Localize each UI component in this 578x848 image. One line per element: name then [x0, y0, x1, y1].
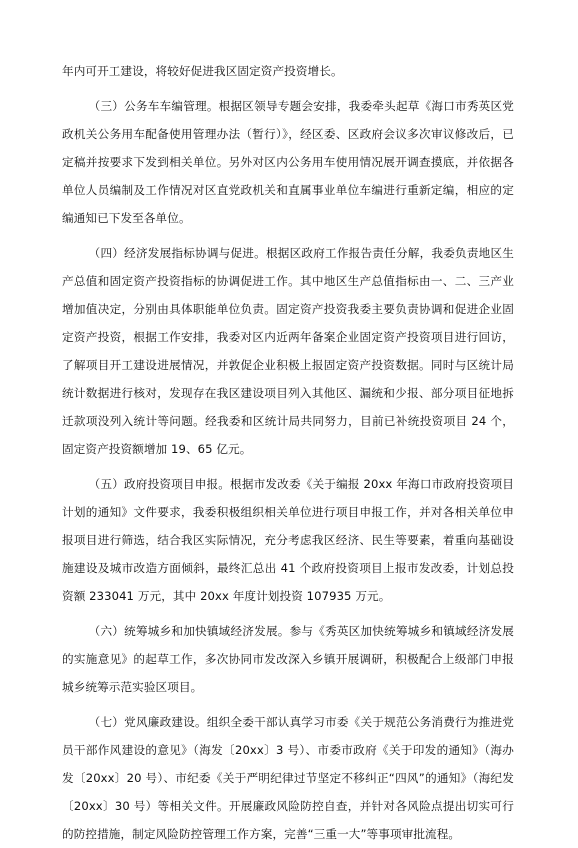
paragraph-continuation: 年内可开工建设，将较好促进我区固定资产投资增长。 [62, 64, 343, 78]
paragraph-urban-rural: （六）统筹城乡和加快镇域经济发展。参与《秀英区加快统筹城乡和镇域经济发展的实施意见》的起草工作，多次协同市发改深入乡镇开展调研，积极配合上级部门申报城乡统筹示范实验区项目。 [62, 624, 514, 694]
paragraph-party-conduct: （七）党风廉政建设。组织全委干部认真学习市委《关于规范公务消费行为推进党员干部作风建设的意见》（海发〔20xx〕3 号）、市委市政府《关于印发的通知》（海办发〔20xx〕20 号）、市纪委《关于严明纪律过节坚定不移纠正“四风”的通知》（海纪发〔20xx〕30 号）等相关文件。开展廉政风险防控自查，并针对各风险点提出切实可行的防控措施，制定风险防控管理工作方案，完善“三重一大”等事项审批流程。 [62, 715, 514, 841]
paragraph-economic-indicators: （四）经济发展指标协调与促进。根据区政府工作报告责任分解，我委负责地区生产总值和固定资产投资指标的协调促进工作。其中地区生产总值指标由一、二、三产业增加值决定，分别由具体职能单位负责。固定资产投资我委主要负责协调和促进企业固定资产投资，根据工作安排，我委对区内近两年备案企业固定资产投资项目进行回访，了解项目开工建设进展情况，并敦促企业积极上报固定资产投资数据。同时与区统计局统计数据进行核对，发现存在我区建设项目列入其他区、漏统和少报、部分项目征地拆迁款项没列入统计等问题。经我委和区统计局共同努力，目前已补统投资项目 24 个，固定资产投资额增加 19、65 亿元。 [62, 246, 514, 456]
paragraph-investment-projects: （五）政府投资项目申报。根据市发改委《关于编报 20xx 年海口市政府投资项目计划的通知》文件要求，我委积极组织相关单位进行项目申报工作，并对各相关单位申报项目进行筛选，结合我区实际情况，充分考虑我区经济、民生等要素，着重向基础设施建设及城市改造方面倾斜，最终汇总出 41 个政府投资项目上报市发改委，计划总投资额 233041 万元，其中 20xx 年度计划投资 107935 万元。 [62, 477, 514, 603]
paragraph-vehicle-management: （三）公务车车编管理。根据区领导专题会安排，我委牵头起草《海口市秀英区党政机关公务用车配备使用管理办法（暂行）》，经区委、区政府会议多次审议修改后，已定稿并按要求下发到相关单位。另外对区内公务用车使用情况展开调查摸底，并依据各单位人员编制及工作情况对区直党政机关和直属事业单位车编进行重新定编，相应的定编通知已下发至各单位。 [62, 99, 514, 225]
